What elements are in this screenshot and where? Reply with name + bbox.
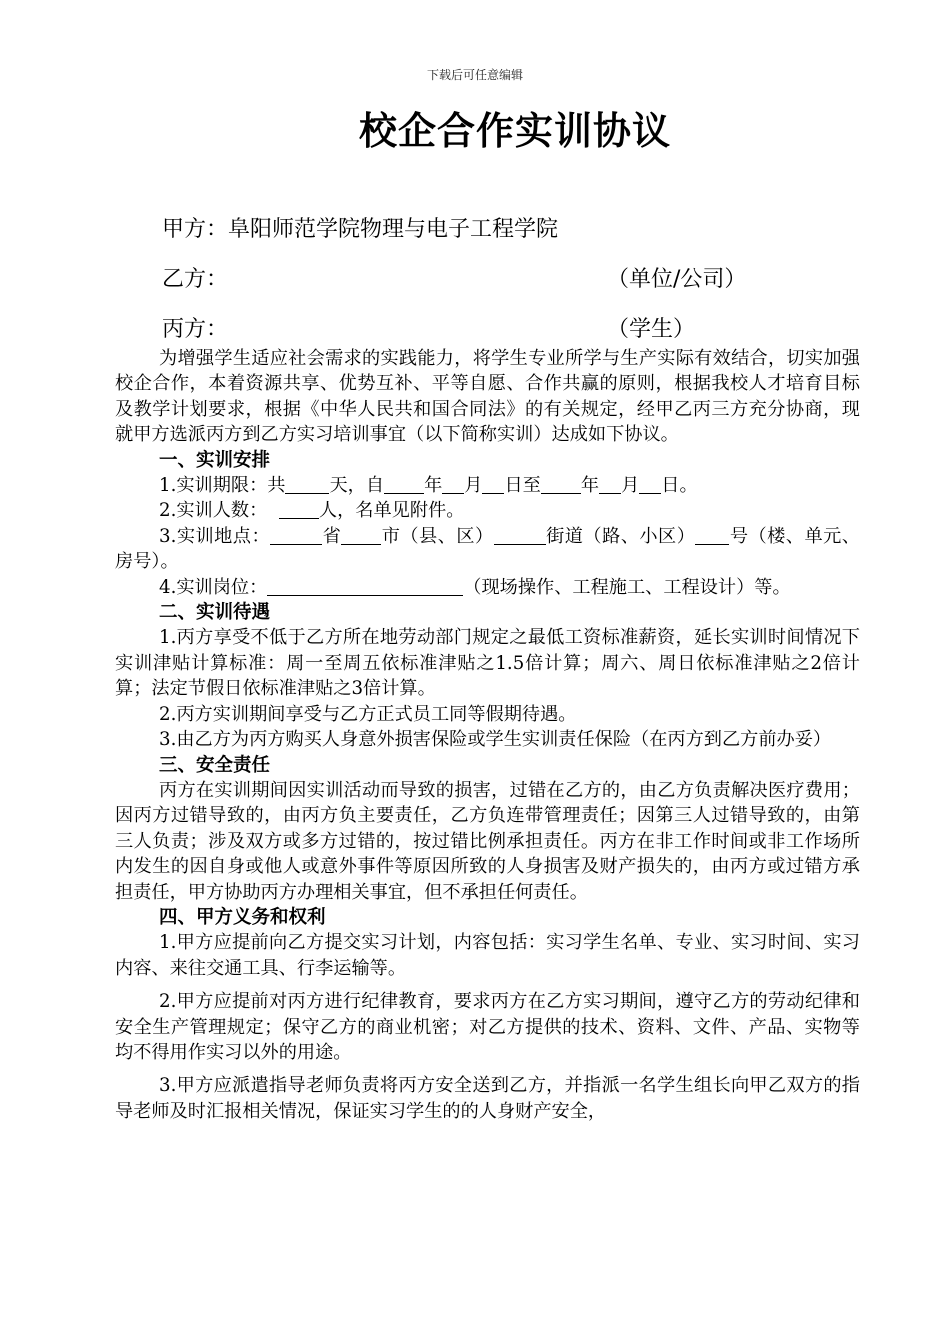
party-c-tag: （学生） xyxy=(607,317,696,342)
document-title: 校企合作实训协议 xyxy=(358,109,671,153)
intro-paragraph: 为增强学生适应社会需求的实践能力，将学生专业所学与生产实际有效结合，切实加强校企合作，本着资源共享、优势互补、平等自愿、合作共赢的原则，根据我校人才培育目标及教学计划要求，根据《中华人民共和国合同法》的有关规定，经甲乙丙三方充分协商，现就甲方选派丙方到乙方实习培训事宜（以下简称实训）达成如下协议。 xyxy=(115,348,860,446)
section-2-para-1: 1.丙方享受不低于乙方所在地劳动部门规定之最低工资标准薪资，延长实训时间情况下实训津贴计算标准：周一至周五依标准津贴之1.5倍计算；周六、周日依标准津贴之2倍计算；法定节假日依标准津贴之3倍计算。 xyxy=(115,627,860,700)
party-b xyxy=(162,262,862,293)
section-1-heading: 一、实训安排 xyxy=(159,449,271,471)
section-4-para-3: 3.甲方应派遣指导老师负责将丙方安全送到乙方，并指派一名学生组长向甲乙双方的指导老师及时汇报相关情况，保证实习学生的的人身财产安全， xyxy=(115,1075,860,1122)
section-1-item-3: 3.实训地点： 省 市（县、区） 街道（路、小区） 号（楼、单元、房号）。 xyxy=(115,525,860,573)
section-1-item-1: 1.实训期限：共 天，自 年 月 日至 年 月 日。 xyxy=(159,475,698,497)
party-c xyxy=(162,312,862,343)
agreement-body xyxy=(115,346,860,1124)
section-2-heading: 二、实训待遇 xyxy=(159,602,271,624)
party-a xyxy=(162,212,862,243)
section-1-item-2: 2.实训人数： 人，名单见附件。 xyxy=(159,500,465,522)
party-a-text: 甲方：阜阳师范学院物理与电子工程学院 xyxy=(162,217,559,242)
section-4-heading: 四、甲方义务和权利 xyxy=(159,906,326,928)
section-4-para-2: 2.甲方应提前对丙方进行纪律教育，要求丙方在乙方实习期间，遵守乙方的劳动纪律和安全生产管理规定；保守乙方的商业机密；对乙方提供的技术、资料、文件、产品、实物等均不得用作实习以外的用途。 xyxy=(115,991,860,1063)
section-4-para-1: 1.甲方应提前向乙方提交实习计划，内容包括：实习学生名单、专业、实习时间、实习内容、来往交通工具、行李运输等。 xyxy=(115,932,860,979)
party-b-label: 乙方： xyxy=(162,267,229,292)
section-1-item-4: 4.实训岗位： （现场操作、工程施工、工程设计）等。 xyxy=(159,576,791,598)
party-c-label: 丙方： xyxy=(162,317,229,342)
section-3-para-1: 丙方在实训期间因实训活动而导致的损害，过错在乙方的，由乙方负责解决医疗费用；因丙方过错导致的，由丙方负主要责任，乙方负连带管理责任；因第三人过错导致的，由第三人负责；涉及双方或多方过错的，按过错比例承担责任。丙方在非工作时间或非工作场所内发生的因自身或他人或意外事件等原因所致的人身损害及财产损失的，由丙方或过错方承担责任，甲方协助丙方办理相关事宜，但不承担任何责任。 xyxy=(115,779,860,903)
section-3-heading: 三、安全责任 xyxy=(159,754,271,776)
section-2-para-2: 2.丙方实训期间享受与乙方正式员工同等假期待遇。 xyxy=(159,703,577,725)
header-note: 下载后可任意编辑 xyxy=(426,68,523,82)
party-b-tag: （单位/公司） xyxy=(607,267,747,292)
section-2-para-3: 3.由乙方为丙方购买人身意外损害保险或学生实训责任保险（在丙方到乙方前办妥） xyxy=(159,729,832,751)
